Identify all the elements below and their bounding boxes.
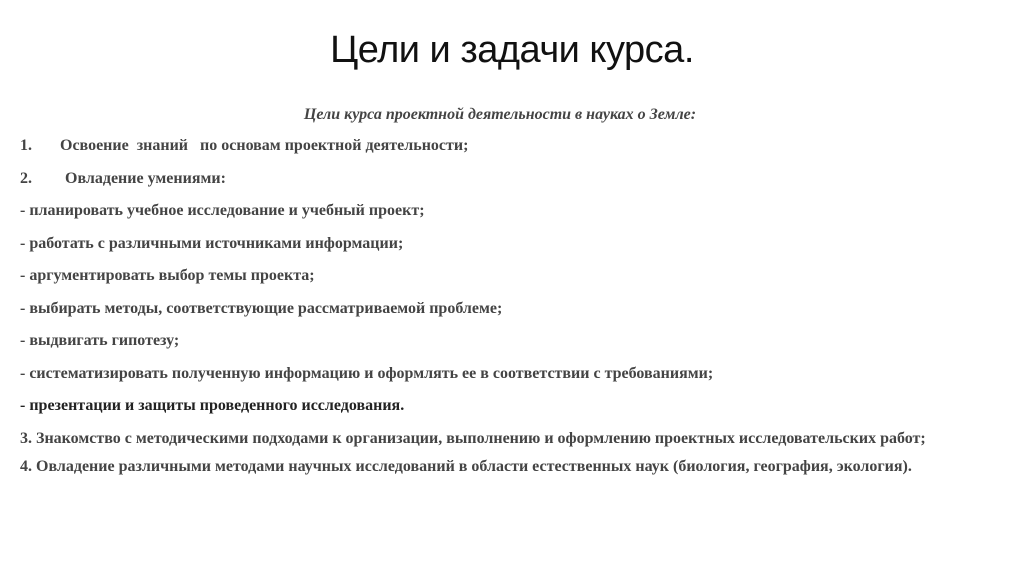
skill-item: - работать с различными источниками информации; [20,234,404,252]
skill-item: - планировать учебное исследование и учебный проект; [20,202,425,219]
goal-item-1-text: Освоение знаний по основам проектной деятельности; [60,137,469,154]
skill-item: - аргументировать выбор темы проекта; [20,267,315,284]
goal-item-2 [20,169,980,189]
goals-subtitle: Цели курса проектной деятельности в науках о Земле: [303,106,697,123]
goal-item-1-number: 1. [20,137,32,154]
slide-title: Цели и задачи курса. [330,29,694,71]
skill-item: - систематизировать полученную информацию и оформлять ее в соответствии с требованиями; [20,364,714,382]
skill-item: - выбирать методы, соответствующие рассматриваемой проблеме; [20,299,503,317]
skill-item: - выдвигать гипотезу; [20,332,180,349]
goal-item-4: 4. Овладение различными методами научных исследований в области естественных наук (биология, география, экология). [20,457,912,475]
goal-item-2-text: Овладение умениями: [65,169,226,187]
goal-item-2-number: 2. [20,169,32,187]
slide-content [20,104,980,485]
goal-item-3: 3. Знакомство с методическими подходами к организации, выполнению и оформлению проектных исследовательских работ; [20,429,926,447]
skill-item: - презентации и защиты проведенного исследования. [20,397,405,414]
goal-item-1 [20,136,980,156]
